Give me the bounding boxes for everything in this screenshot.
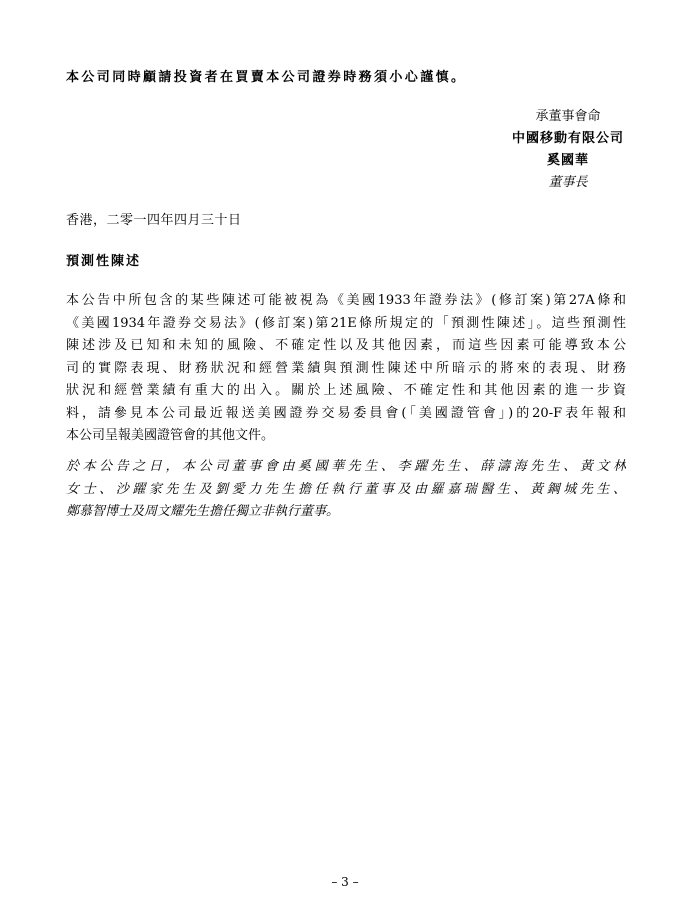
- paragraph-line: 於本公告之日，本公司董事會由奚國華先生、李躍先生、薛濤海先生、黃文林: [66, 459, 626, 474]
- paragraph-line: 女士、沙躍家先生及劉愛力先生擔任執行董事及由羅嘉瑞醫生、黃鋼城先生、: [66, 481, 626, 497]
- forward-looking-heading: 預測性陳述: [66, 254, 142, 269]
- paragraph-line: 司的實際表現、財務狀況和經營業績與預測性陳述中所暗示的將來的表現、財務: [66, 360, 626, 376]
- signature-order-line: 承董事會命: [535, 109, 601, 124]
- signature-company: 中國移動有限公司: [511, 131, 624, 146]
- place-date: 香港，二零一四年四月三十日: [66, 213, 242, 228]
- paragraph-line: 《美國1934年證券交易法》(修訂案)第21E條所規定的「預測性陳述」。這些預測性: [66, 315, 626, 331]
- signature-block: [512, 106, 624, 194]
- paragraph-line: 陳述涉及已知和未知的風險、不確定性以及其他因素，而這些因素可能導致本公: [66, 338, 626, 353]
- paragraph-line: 本公司呈報美國證管會的其他文件。: [66, 428, 275, 443]
- forward-looking-paragraph: [66, 290, 626, 448]
- paragraph-line: 料，請參見本公司最近報送美國證券交易委員會(「美國證管會」)的20-F表年報和: [66, 405, 626, 421]
- board-composition-paragraph: [66, 456, 626, 524]
- signature-title: 董事長: [548, 175, 588, 190]
- paragraph-line: 狀況和經營業績有重大的出入。關於上述風險、不確定性和其他因素的進一步資: [66, 383, 626, 398]
- paragraph-line: 鄭慕智博士及周文耀先生擔任獨立非執行董事。: [66, 504, 340, 519]
- page-number: – 3 –: [331, 875, 359, 889]
- signature-signatory: 奚國華: [546, 153, 589, 168]
- caution-statement: 本公司同時顧請投資者在買賣本公司證券時務須小心謹慎。: [66, 70, 467, 85]
- paragraph-line: 本公告中所包含的某些陳述可能被視為《美國1933年證券法》(修訂案)第27A條和: [66, 293, 626, 308]
